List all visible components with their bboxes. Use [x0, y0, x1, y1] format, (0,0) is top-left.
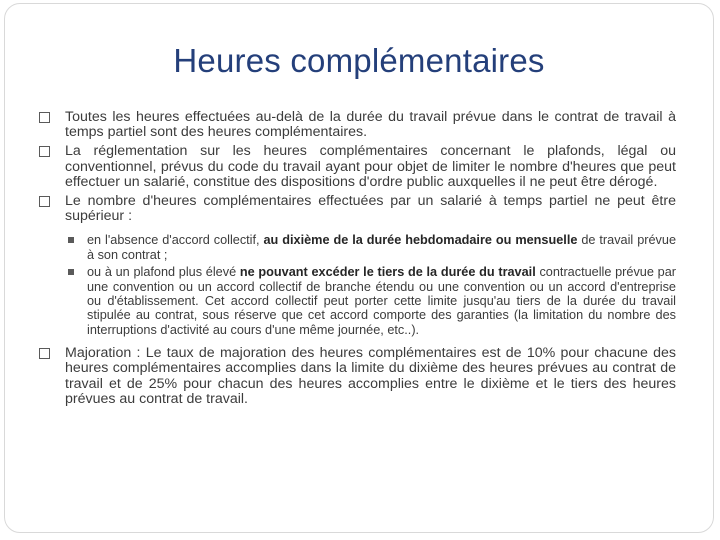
bullet-text: Majoration : Le taux de majoration des heures complémentaires est de 10% pour chacune des heures complémentaires accomplies dans la limite du dixième des heures prévues au contrat de travail et de 25% pour chacun des heures accomplies entre le dixième et le tiers des heures prévues au contrat de travail.	[65, 345, 676, 407]
bullet-item	[39, 110, 676, 140]
sub-bullet-bold-text: au dixième de la durée hebdomadaire ou mensuelle	[263, 233, 578, 248]
bullet-item	[39, 144, 676, 190]
sub-bullet-item	[65, 233, 676, 262]
slide-title: Heures complémentaires	[173, 42, 545, 79]
sub-bullet-text: contractuelle prévue par une convention ou un accord collectif de branche étendu ou une convention ou un accord d'entreprise ou d'établissement. Cet accord collectif peut porter cette limite jusqu'au tiers de la durée du travail stipulée au contrat, sous réserve que cet accord comporte des garanties (la limitation du nombre des interruptions d'activité au cours d'une même journée, etc..).	[87, 265, 676, 337]
checkbox-bullet-icon	[39, 146, 50, 157]
sub-bullet-text: de travail prévue à son contrat ;	[87, 233, 676, 262]
bullet-text: Le nombre d'heures complémentaires effectuées par un salarié à temps partiel ne peut être supérieur :	[65, 193, 676, 225]
square-bullet-icon	[68, 237, 74, 243]
sub-bullet-bold-text: ne pouvant excéder le tiers de la durée du travail	[239, 265, 536, 280]
checkbox-bullet-icon	[39, 196, 50, 207]
bullet-item	[39, 346, 676, 407]
square-bullet-icon	[68, 269, 74, 275]
slide-content	[39, 110, 676, 411]
bullet-text: La réglementation sur les heures complémentaires concernant le plafonds, légal ou conventionnel, prévus du code du travail ayant pour objet de limiter le nombre d'heures que peut effectuer un salarié, constitue des dispositions d'ordre public auxquelles il ne peut être dérogé.	[65, 143, 676, 190]
sub-bullet-text: ou à un plafond plus élevé	[87, 265, 240, 280]
sub-bullet-list	[39, 233, 676, 337]
checkbox-bullet-icon	[39, 112, 50, 123]
bullet-text: Toutes les heures effectuées au-delà de la durée du travail prévue dans le contrat de travail à temps partiel sont des heures complémentaires.	[65, 109, 676, 141]
checkbox-bullet-icon	[39, 348, 50, 359]
sub-bullet-text: en l'absence d'accord collectif,	[87, 233, 264, 248]
bullet-item	[39, 194, 676, 224]
sub-bullet-item	[65, 265, 676, 337]
slide	[4, 3, 714, 533]
